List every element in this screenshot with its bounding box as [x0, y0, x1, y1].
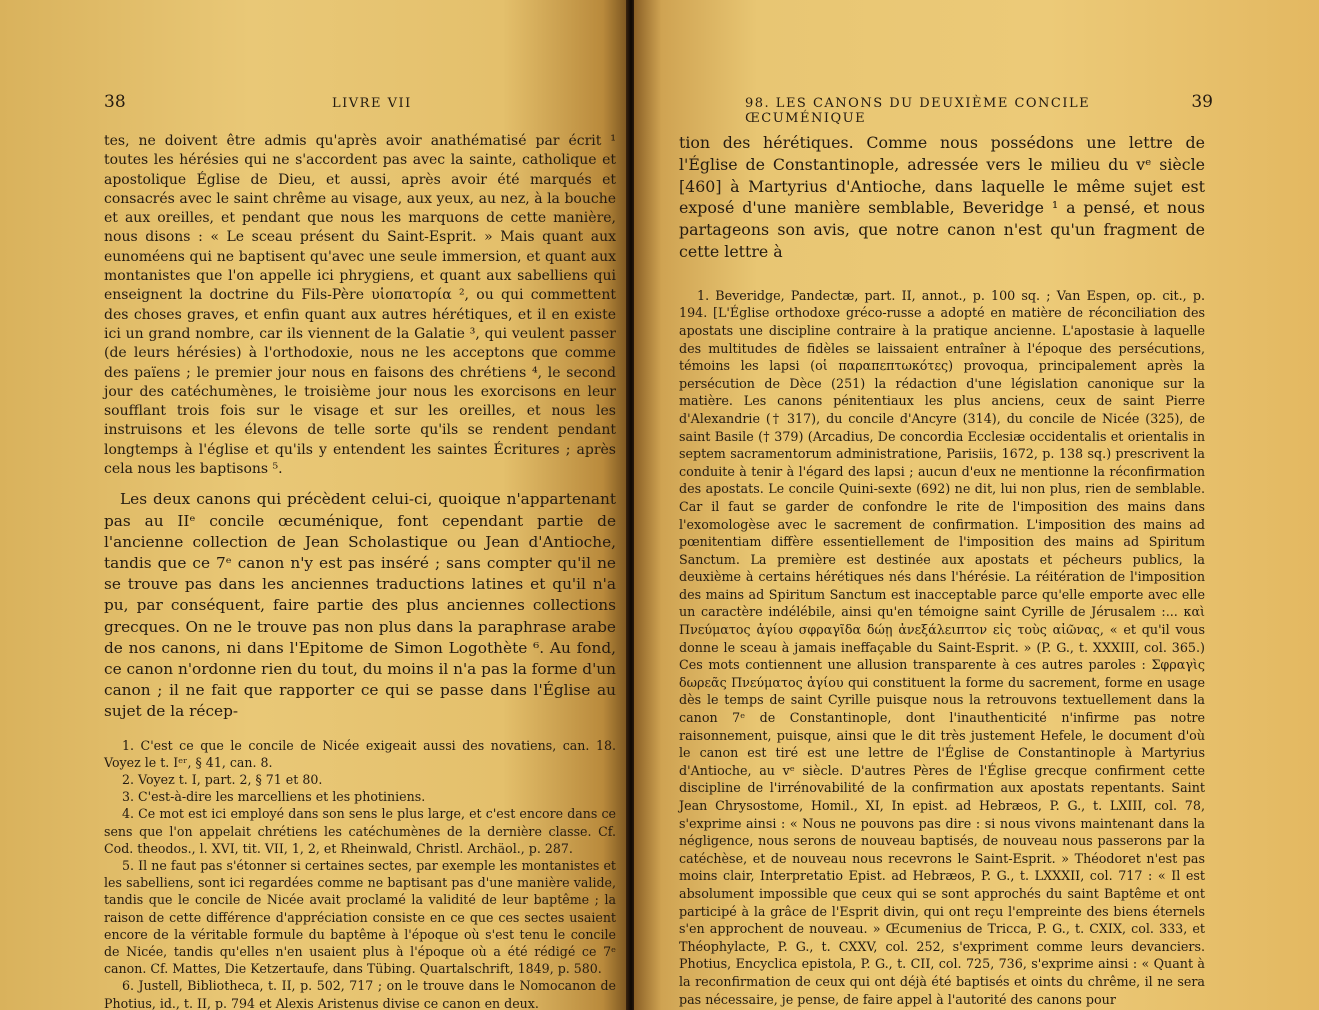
left-page-number: 38 — [104, 92, 126, 112]
left-page — [0, 0, 628, 1010]
footnote: 1. Beveridge, Pandectæ, part. II, annot., p. 100 sq. ; Van Espen, op. cit., p. 194. [L'Église orthodoxe gréco-russe a adopté en matière de réconciliation des apostats une discipline contraire à la pratique ancienne. L'apostasie à laquelle des multitudes de fidèles se laissaient entraîner à l'époque des persécutions, témoins les lapsi (οἱ παραπεπτωκότες) provoqua, principalement après la persécution de Dèce (251) la rédaction d'une législation canonique sur la matière. Les canons pénitentiaux les plus anciens, ceux de saint Pierre d'Alexandrie († 317), du concile d'Ancyre (314), du concile de Nicée (325), de saint Basile († 379) (Arcadius, De concordia Ecclesiæ occidentalis et orientalis in septem sacramentorum administratione, Parisiis, 1672, p. 138 sq.) prescrivent la conduite à tenir à l'égard des lapsi ; aucun d'eux ne mentionne la réconfirmation des apostats. Le concile Quini-sexte (692) ne dit, lui non plus, rien de semblable. Car il faut se garder de confondre le rite de l'imposition des mains dans l'exomologèse avec le sacrement de confirmation. L'imposition des mains ad pœnitentiam diffère essentiellement de l'imposition des mains ad Spiritum Sanctum. La première est destinée aux apostats et pécheurs publics, la deuxième à certains hérétiques nés dans l'hérésie. La réitération de l'imposition des mains ad Spiritum Sanctum est inacceptable parce qu'elle emporte avec elle un caractère indélébile, ainsi qu'en témoigne saint Cyrille de Jérusalem :... καὶ Πνεύματος ἁγίου σφραγῖδα δώῃ ἀνεξάλειπτον εἰς τοὺς αἰῶνας, « et qu'il vous donne le sceau à jamais ineffaçable du Saint-Esprit. » (P. G., t. XXXIII, col. 365.) Ces mots contiennent une allusion transparente à ces autres paroles : Σφραγὶς δωρεᾶς Πνεύματος ἁγίου qui constituent la forme du sacrement, forme en usage dès le temps de saint Cyrille puisque nous la retrouvons textuellement dans la canon 7ᵉ de Constantinople, dont l'inauthenticité n'infirme pas notre raisonnement, puisque, ainsi que le dit très justement Hefele, le document d'où le canon est tiré est une lettre de l'Église de Constantinople à Martyrius d'Antioche, au vᵉ siècle. D'autres Pères de l'Église grecque confirment cette discipline de l'irrénovabilité de la confirmation aux apostats repentants. Saint Jean Chrysostome, Homil., XI, In epist. ad Hebræos, P. G., t. LXIII, col. 78, s'exprime ainsi : « Nous ne pouvons pas dire : si nous vivons maintenant dans la négligence, nous serons de nouveau baptisés, de nouveau nous passerons par la catéchèse, et de nouveau nous recevrons le Saint-Esprit. » Théodoret n'est pas moins clair, Interpretatio Epist. ad Hebræos, P. G., t. LXXXII, col. 717 : « Il est absolument impossible que ceux qui se sont approchés du saint Baptême et ont participé à la grâce de l'Esprit divin, qui ont reçu l'empreinte des biens éternels s'en approchent de nouveau. » Œcumenius de Tricca, P. G., t. CXIX, col. 333, et Théophylacte, P. G., t. CXXV, col. 252, s'expriment comme leurs devanciers. Photius, Encyclica epistola, P. G., t. CII, col. 725, 736, s'exprime ainsi : « Quant à la reconfirmation de ceux qui ont déjà été baptisés et oints du chrême, il ne sera pas nécessaire, je pense, de faire appel à l'autorité des canons pour — [679, 287, 1205, 1007]
footnote: 4. Ce mot est ici employé dans son sens le plus large, et c'est encore dans ce sens que l'on appelait chrétiens les catéchumènes de la dernière classe. Cf. Cod. theodos., l. XVI, tit. VII, 1, 2, et Rheinwald, Christl. Archäol., p. 287. — [104, 806, 616, 856]
left-lead-text: tes, ne doivent être admis qu'après avoir anathématisé par écrit ¹ toutes les hérésies qui ne s'accordent pas avec la sainte, catholique et apostolique Église de Dieu, et aussi, après avoir été marqués et consacrés avec le saint chrême au visage, aux yeux, au nez, à la bouche et aux oreilles, et pendant que nous les marquons de cette manière, nous disons : « Le sceau présent du Saint-Esprit. » Mais quant aux eunoméens qui ne baptisent qu'avec une seule immersion, et quant aux montanistes que l'on appelle ici phrygiens, et quant aux sabelliens qui enseignent la doctrine du Fils-Père υἱοπατορία ², ou qui commettent des choses graves, et enfin quant aux autres hérétiques, et il en existe ici un grand nombre, car ils viennent de la Galatie ³, qui veulent passer (de leurs hérésies) à l'orthodoxie, nous ne les acceptons que comme des païens ; le premier jour nous en faisons des chrétiens ⁴, le second jour des catéchumènes, le troisième jour nous les exorcisons en leur soufflant trois fois sur le visage et sur les oreilles, et nous les instruisons et les élevons de telle sorte qu'ils se rendent pendant longtemps à l'église et qu'ils y entendent les saintes Écritures ; après cela nous les baptisons ⁵. — [104, 133, 616, 478]
footnote: 1. C'est ce que le concile de Nicée exigeait aussi des novatiens, can. 18. Voyez le t. Iᵉʳ, § 41, can. 8. — [104, 737, 616, 770]
right-paragraph: tion des hérétiques. Comme nous possédons une lettre de l'Église de Constantinople, adressée vers le milieu du vᵉ siècle [460] à Martyrius d'Antioche, dans laquelle le même sujet est exposé d'une manière semblable, Beveridge ¹ a pensé, et nous partageons son avis, que notre canon n'est qu'un fragment de cette lettre à — [679, 133, 1205, 261]
footnote: 2. Voyez t. I, part. 2, § 71 et 80. — [122, 771, 323, 787]
footnote: 3. C'est-à-dire les marcelliens et les photiniens. — [122, 789, 426, 805]
footnote: 5. Il ne faut pas s'étonner si certaines sectes, par exemple les montanistes et les sabelliens, sont ici regardées comme ne baptisant pas d'une manière valide, tandis que le concile de Nicée avait proclamé la validité de leur baptême ; la raison de cette différence d'appréciation consiste en ce que ces sectes usaient encore de la véritable formule du baptême à l'époque où s'est tenu le concile de Nicée, tandis qu'elles n'en usaient plus à l'époque où a été rédigé ce 7ᵉ canon. Cf. Mattes, Die Ketzertaufe, dans Tübing. Quartalschrift, 1849, p. 580. — [104, 858, 616, 977]
right-page — [634, 0, 1319, 1010]
left-page-content — [104, 92, 616, 1010]
left-running-title: LIVRE VII — [332, 96, 412, 111]
right-page-number: 39 — [1191, 92, 1213, 112]
right-page-content — [679, 92, 1213, 1008]
right-running-title: 98. LES CANONS DU DEUXIÈME CONCILE ŒCUMÉNIQUE — [745, 96, 1091, 126]
right-running-head — [679, 92, 1213, 126]
left-body-text — [104, 132, 616, 723]
left-running-head — [104, 92, 616, 118]
right-footnotes — [679, 287, 1205, 1008]
right-body-text — [679, 132, 1205, 263]
left-paragraph: Les deux canons qui précèdent celui-ci, quoique n'appartenant pas au IIᵉ concile œcuménique, font cependant partie de l'ancienne collection de Jean Scholastique ou Jean d'Antioche, tandis que ce 7ᵉ canon n'y est pas inséré ; sans compter qu'il ne se trouve pas dans les anciennes traductions latines et qu'il n'a pu, par conséquent, faire partie des plus anciennes collections grecques. On ne le trouve pas non plus dans la paraphrase arabe de nos canons, ni dans l'Epitome de Simon Logothète ⁶. Au fond, ce canon n'ordonne rien du tout, du moins il n'a pas la forme d'un canon ; il ne fait que rapporter ce qui se passe dans l'Église au sujet de la récep- — [104, 490, 616, 721]
footnote: 6. Justell, Bibliotheca, t. II, p. 502, 717 ; on le trouve dans le Nomocanon de Photius, id., t. II, p. 794 et Alexis Aristenus divise ce canon en deux. — [104, 978, 616, 1010]
left-footnotes — [104, 737, 616, 1010]
